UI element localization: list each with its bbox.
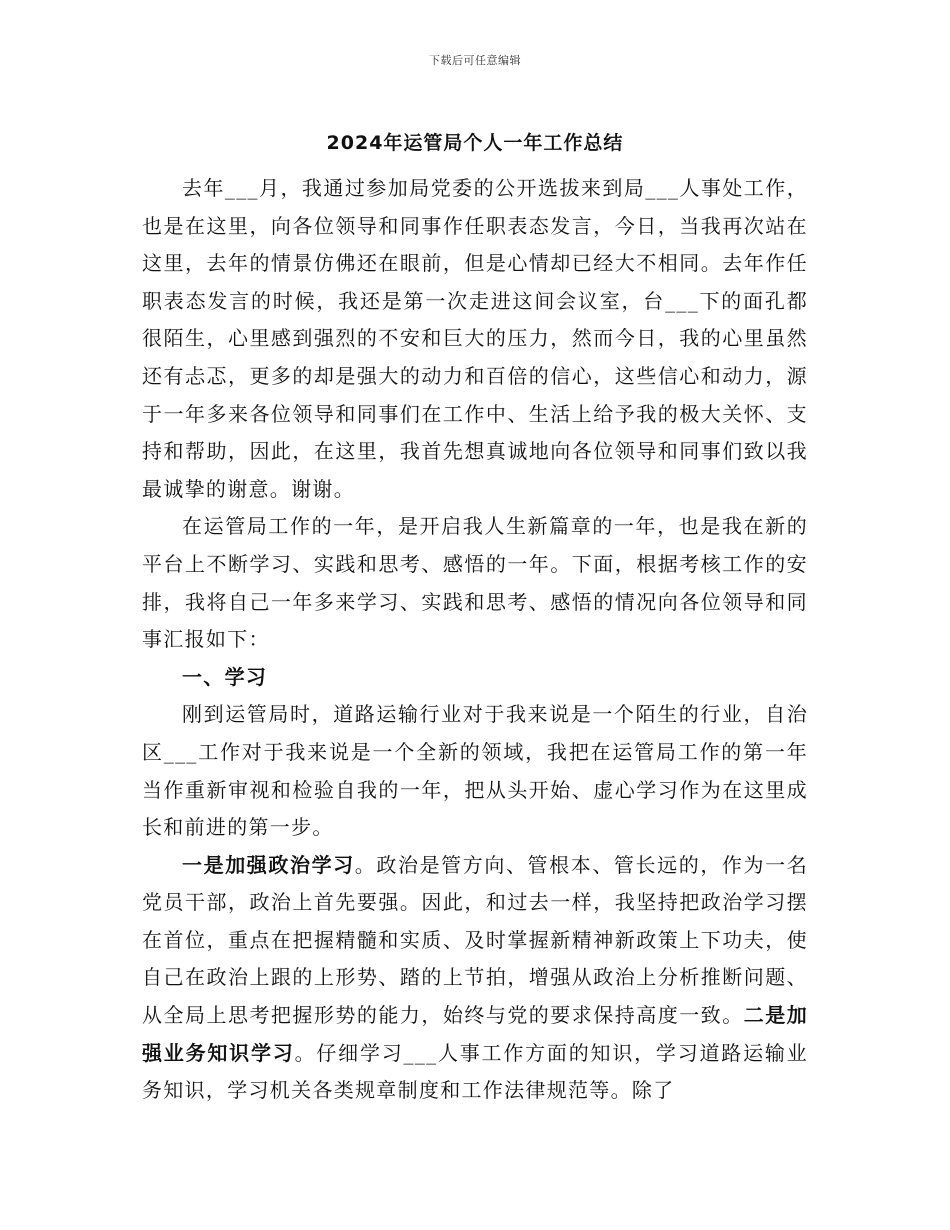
section-heading-study: 一、学习 <box>182 664 268 689</box>
paragraph-study-points <box>142 847 808 1110</box>
document-body <box>142 170 808 1110</box>
point-business-study-text: 。仔细学习___人事工作方面的知识，学习道路运输业务知识，学习机关各类规章制度和工作法律规范等。除了 <box>142 1040 808 1103</box>
page-header: 下载后可任意编辑 <box>429 54 521 67</box>
paragraph-study-intro: 刚到运管局时，道路运输行业对于我来说是一个陌生的行业，自治区___工作对于我来说是一个全新的领域，我把在运管局工作的第一年当作重新审视和检验自我的一年，把从头开始、虚心学习作为在这里成长和前进的第一步。 <box>142 702 808 840</box>
point-political-study-text: 。政治是管方向、管根本、管长远的，作为一名党员干部，政治上首先要强。因此，和过去一样，我坚持把政治学习摆在首位，重点在把握精髓和实质、及时掌握新精神新政策上下功夫，使自己在政治上跟的上形势、踏的上节拍，增强从政治上分析推断问题、从全局上思考把握形势的能力，始终与党的要求保持高度一致。 <box>142 852 808 1028</box>
document-title: 2024年运管局个人一年工作总结 <box>326 132 624 154</box>
paragraph-intro: 去年___月，我通过参加局党委的公开选拔来到局___人事处工作，也是在这里，向各位领导和同事作任职表态发言，今日，当我再次站在这里，去年的情景仿佛还在眼前，但是心情却已经大不相同。去年作任职表态发言的时候，我还是第一次走进这间会议室，台___下的面孔都很陌生，心里感到强烈的不安和巨大的压力，然而今日，我的心里虽然还有忐忑，更多的却是强大的动力和百倍的信心，这些信心和动力，源于一年多来各位领导和同事们在工作中、生活上给予我的极大关怀、支持和帮助，因此，在这里，我首先想真诚地向各位领导和同事们致以我最诚挚的谢意。谢谢。 <box>142 176 808 501</box>
point-business-study-lead: 二是加强业务知识学习 <box>142 1003 808 1065</box>
paragraph-overview: 在运管局工作的一年，是开启我人生新篇章的一年，也是我在新的平台上不断学习、实践和思考、感悟的一年。下面，根据考核工作的安排，我将自己一年多来学习、实践和思考、感悟的情况向各位领导和同事汇报如下： <box>142 514 808 652</box>
point-political-study-lead: 一是加强政治学习 <box>182 852 355 877</box>
